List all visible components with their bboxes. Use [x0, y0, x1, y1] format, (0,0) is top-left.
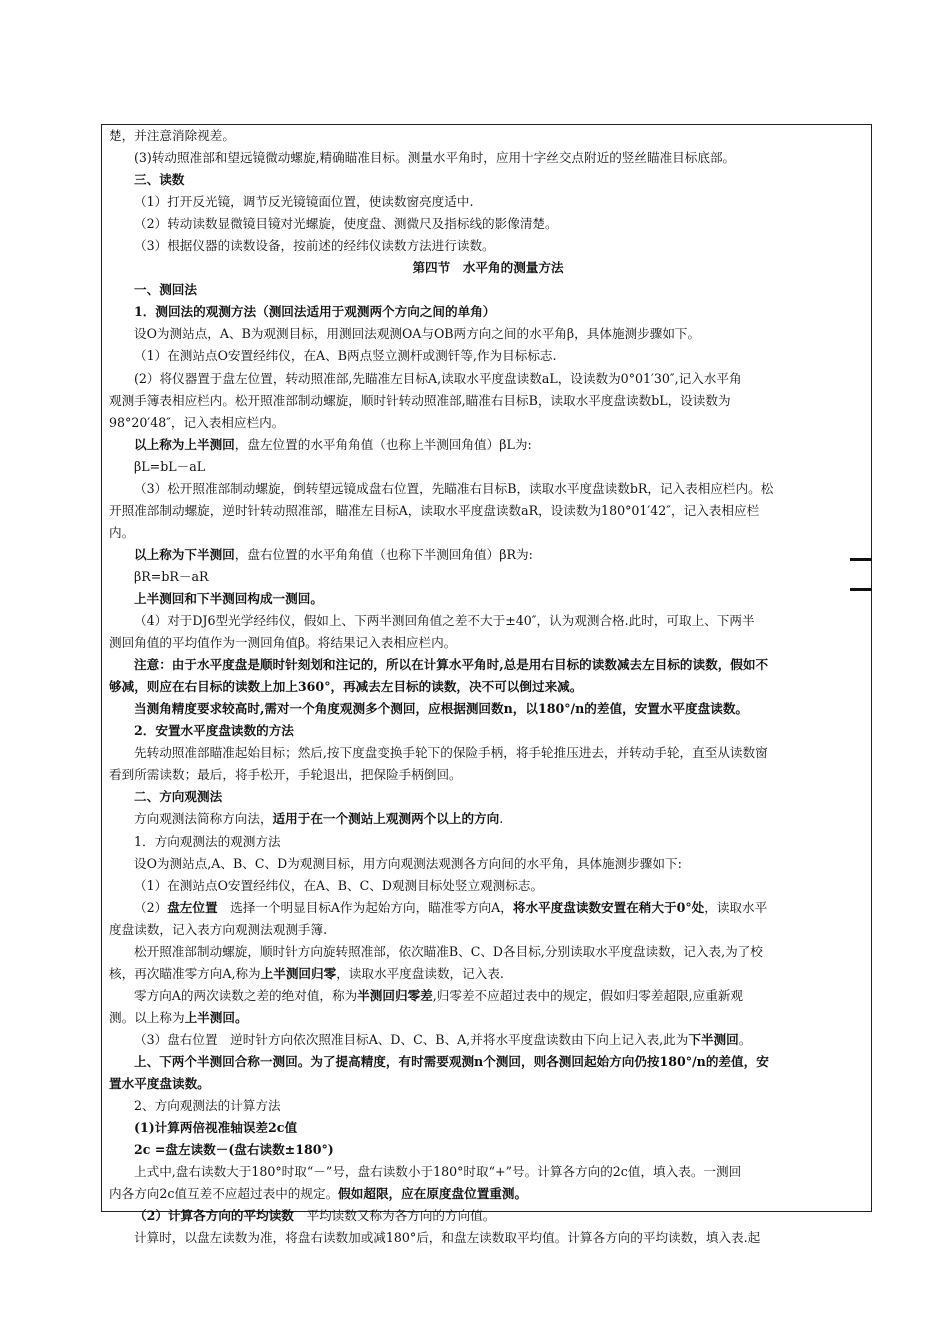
text-line: 一、测回法: [134, 282, 197, 298]
text-line: 以上称为下半测回，盘右位置的水平角角值（也称下半测回角值）βR为:: [134, 546, 533, 562]
text-line: 设O为测站点,A、B、C、D为观测目标，用方向观测法观测各方向间的水平角，具体施测步骤如下:: [134, 855, 682, 871]
text-line: 上式中,盘右读数大于180°时取“－”号，盘右读数小于180°时取“+”号。计算各方向的2c值，填入表。一测回: [134, 1164, 742, 1180]
text-line: 三、读数: [134, 172, 185, 188]
text-line: 设O为测站点，A、B为观测目标，用测回法观测OA与OB两方向之间的水平角β，具体施测步骤如下。: [134, 326, 701, 342]
text-line: 计算时，以盘左读数为准，将盘右读数加或减180°后，和盘左读数取平均值。计算各方向的平均读数，填入表.起: [134, 1230, 761, 1246]
text-line: 楚，并注意消除视差。: [109, 128, 235, 143]
text-line: 方向观测法简称方向法，适用于在一个测站上观测两个以上的方向.: [134, 811, 504, 827]
text-line: (3)转动照准部和望远镜微动螺旋,精确瞄准目标。测量水平角时，应用十字丝交点附近的竖丝瞄准目标底部。: [134, 150, 736, 166]
text-line: （1）在测站点O安置经纬仪，在A、B两点竖立测杆或测钎等,作为目标标志.: [134, 348, 557, 364]
text-line: （3）盘右位置 逆时针方向依次照准目标A、D、C、B、A,并将水平度盘读数由下向上记入表,此为下半测回。: [134, 1031, 752, 1047]
text-line: 松开照准部制动螺旋，顺时针方向旋转照准部，依次瞄准B、C、D各目标,分别读取水平度盘读数，记入表,为了校: [134, 943, 763, 959]
text-line: 置水平度盘读数。: [109, 1076, 210, 1092]
text-line: 观测手簿表相应栏内。松开照准部制动螺旋，顺时针转动照准部,瞄准右目标B，读取水平度盘读数bL，设读数为: [109, 392, 731, 408]
text-line: （3）根据仪器的读数设备，按前述的经纬仪读数方法进行读数。: [134, 238, 495, 254]
document-body: [109, 125, 867, 1249]
text-line: βR=bR－aR: [134, 568, 209, 584]
text-line: 2、方向观测法的计算方法: [134, 1098, 281, 1114]
text-line: 看到所需读数；最后，将手松开，手轮退出，把保险手柄倒回。: [109, 767, 462, 783]
text-line: (2）将仪器置于盘左位置，转动照准部,先瞄准左目标A,读取水平度盘读数aL，设读数为0°01′30″,记入水平角: [134, 370, 742, 386]
text-line: （3）松开照准部制动螺旋，倒转望远镜成盘右位置，先瞄准右目标B，读取水平度盘读数bR，记入表相应栏内。松: [134, 480, 774, 496]
text-line: 核，再次瞄准零方向A,称为上半测回归零，读取水平度盘读数，记入表.: [109, 965, 504, 981]
text-line: 度盘读数，记入表方向观测法观测手簿.: [109, 921, 328, 937]
text-line: 测回角值的平均值作为一测回角值β。将结果记入表相应栏内。: [109, 635, 457, 651]
text-line: 当测角精度要求较高时,需对一个角度观测多个测回，应根据测回数n，以180°/n的差值，安置水平度盘读数。: [134, 701, 749, 717]
text-line: 测。以上称为上半测回。: [109, 1009, 248, 1025]
text-line: 二、方向观测法: [134, 789, 223, 805]
text-line: 内各方向2c值互差不应超过表中的规定。假如超限，应在原度盘位置重测。: [109, 1186, 528, 1202]
text-line: 98°20′48″，记入表相应栏内。: [109, 414, 285, 430]
margin-mark: [850, 558, 872, 592]
text-line: 2c =盘左读数－(盘右读数±180°): [134, 1142, 334, 1158]
text-line: (1)计算两倍视准轴误差2c值: [134, 1120, 298, 1136]
text-line: 1．方向观测法的观测方法: [134, 833, 281, 849]
text-line: 先转动照准部瞄准起始目标；然后,按下度盘变换手轮下的保险手柄，将手轮推压进去，并转动手轮，直至从读数窗: [134, 745, 768, 761]
text-line: 1．测回法的观测方法（测回法适用于观测两个方向之间的单角）: [134, 304, 496, 320]
text-line: 第四节 水平角的测量方法: [412, 260, 564, 276]
text-line: 2．安置水平度盘读数的方法: [134, 723, 294, 739]
document-frame: [101, 124, 872, 1246]
text-line: 零方向A的两次读数之差的绝对值，称为半测回归零差,归零差不应超过表中的规定，假如归零差超限,应重新观: [134, 987, 744, 1003]
text-line: （2）转动读数显微镜目镜对光螺旋，使度盘、测微尺及指标线的影像清楚。: [134, 216, 558, 232]
text-line: 内。: [109, 524, 135, 540]
text-line: 以上称为上半测回，盘左位置的水平角角值（也称上半测回角值）βL为:: [134, 436, 532, 452]
text-line: 够减，则应在右目标的读数上加上360°，再减去左目标的读数，决不可以倒过来减。: [109, 679, 583, 695]
text-line: βL=bL－aL: [134, 458, 206, 474]
text-line: （2）计算各方向的平均读数 平均读数又称为各方向的方向值。: [134, 1208, 496, 1224]
text-line: 开照准部制动螺旋，逆时针转动照准部，瞄准左目标A，读取水平度盘读数aR，设读数为180°01′42″，记入表相应栏: [109, 502, 760, 518]
text-line: （4）对于DJ6型光学经纬仪，假如上、下两半测回角值之差不大于±40″，认为观测合格.此时，可取上、下两半: [134, 613, 755, 629]
text-line: （2）盘左位置 选择一个明显目标A作为起始方向，瞄准零方向A，将水平度盘读数安置在稍大于0°处，读取水平: [134, 899, 768, 915]
text-line: 上半测回和下半测回构成一测回。: [134, 590, 323, 606]
text-line: 上、下两个半测回合称一测回。为了提高精度，有时需要观测n个测回，则各测回起始方向仍按180°/n的差值，安: [134, 1053, 769, 1069]
text-line: 注意：由于水平度盘是顺时针刻划和注记的，所以在计算水平角时,总是用右目标的读数减去左目标的读数，假如不: [134, 657, 769, 673]
text-line: （1）在测站点O安置经纬仪，在A、B、C、D观测目标处竖立观测标志。: [134, 877, 544, 893]
text-line: （1）打开反光镜，调节反光镜镜面位置，使读数窗亮度适中.: [134, 194, 474, 210]
